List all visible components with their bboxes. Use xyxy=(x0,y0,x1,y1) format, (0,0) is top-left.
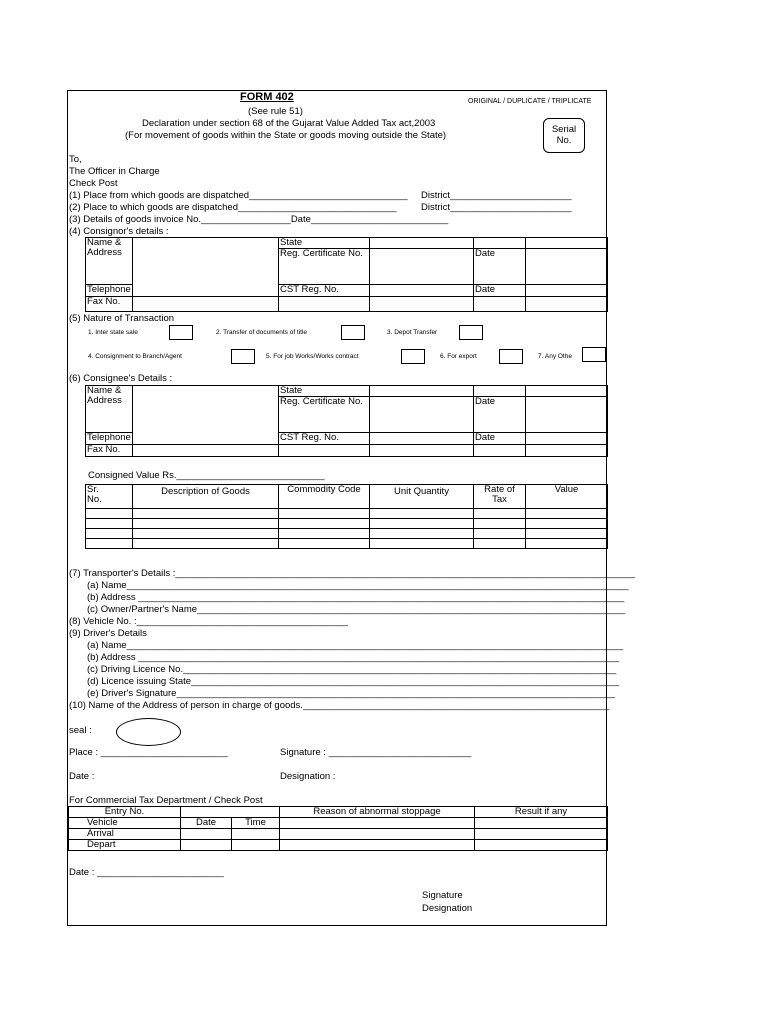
consignor-fax-label: Fax No. xyxy=(86,297,133,312)
footer-signature-label: Signature xyxy=(422,890,463,901)
transaction-other-label: 7. Any Othe xyxy=(538,353,572,360)
consignor-telephone-label: Telephone xyxy=(87,284,131,295)
consignor-reg-cert-label: Reg. Certificate No. xyxy=(279,249,370,285)
goods-commodity-header: Commodity Code xyxy=(279,485,370,509)
form-402 xyxy=(67,90,636,926)
consignor-heading: (4) Consignor's details : xyxy=(69,226,169,237)
consignor-state-field[interactable] xyxy=(370,238,474,249)
serial-no-label: No. xyxy=(556,135,572,146)
vehicle-no-line[interactable]: (8) Vehicle No. :________________________________________ xyxy=(69,616,348,627)
footer-date-line[interactable]: Date : ________________________ xyxy=(69,867,224,878)
consignee-table xyxy=(85,385,608,457)
person-in-charge-line[interactable]: (10) Name of the Address of person in charge of goods.__________________________________________________________ xyxy=(69,700,610,711)
address-to: To, xyxy=(69,154,82,165)
address-officer: The Officer in Charge xyxy=(69,166,160,177)
copy-type: ORIGINAL / DUPLICATE / TRIPLICATE xyxy=(468,98,592,105)
nature-heading: (5) Nature of Transaction xyxy=(69,313,175,324)
consignee-name-address-field[interactable] xyxy=(133,386,279,445)
driver-heading: (9) Driver's Details xyxy=(69,628,147,639)
seal-label: seal : xyxy=(69,725,92,736)
transaction-transfer-docs-checkbox[interactable] xyxy=(341,325,365,340)
goods-row[interactable] xyxy=(86,539,608,549)
transaction-export-label: 6. For export xyxy=(440,353,477,360)
serial-number-box xyxy=(543,118,585,153)
invoice-line[interactable]: (3) Details of goods invoice No._________________Date__________________________ xyxy=(69,214,449,225)
depart-label: Depart xyxy=(69,840,181,851)
consignee-reg-date-field[interactable] xyxy=(526,397,608,433)
consignor-reg-date-field[interactable] xyxy=(526,249,608,285)
signature-line[interactable]: Signature : ___________________________ xyxy=(280,747,472,758)
date-label: Date : xyxy=(69,771,95,782)
consignor-table xyxy=(85,237,608,312)
consignee-reg-date-label: Date xyxy=(474,397,526,433)
consignor-reg-date-label: Date xyxy=(474,249,526,285)
form-title: FORM 402 xyxy=(240,91,294,103)
transaction-branch-checkbox[interactable] xyxy=(231,349,255,364)
licence-state-line[interactable]: (d) Licence issuing State_________________________________________________________________________________ xyxy=(87,676,619,687)
consignor-cst-field[interactable] xyxy=(370,285,474,297)
consignee-name-address-label: Name & Address xyxy=(86,386,133,433)
transporter-address-line[interactable]: (b) Address ____________________________________________________________________________________________ xyxy=(87,592,625,603)
consignee-reg-cert-label: Reg. Certificate No. xyxy=(279,397,370,433)
goods-row[interactable] xyxy=(86,509,608,519)
transaction-inter-state-checkbox[interactable] xyxy=(169,325,193,340)
transaction-other-checkbox[interactable] xyxy=(582,347,606,362)
driver-address-line[interactable]: (b) Address ___________________________________________________________________________________________ xyxy=(87,652,620,663)
transaction-job-works-checkbox[interactable] xyxy=(401,349,425,364)
consignor-name-address-field[interactable] xyxy=(133,238,279,297)
vehicle-label: Vehicle xyxy=(69,818,181,829)
consignee-fax-label: Fax No. xyxy=(86,445,133,457)
checkpost-table xyxy=(68,806,608,851)
driving-licence-line[interactable]: (c) Driving Licence No.__________________________________________________________________________________ xyxy=(87,664,617,675)
place-line[interactable]: Place : ________________________ xyxy=(69,747,228,758)
address-check-post: Check Post xyxy=(69,178,118,189)
consignee-cst-field[interactable] xyxy=(370,433,474,445)
consignor-fax-field[interactable] xyxy=(133,297,279,312)
designation-label: Designation : xyxy=(280,771,336,782)
goods-value-header: Value xyxy=(526,485,608,509)
consignee-telephone-label: Telephone xyxy=(87,432,131,443)
consignee-cst-date-label: Date xyxy=(474,433,526,445)
footer-designation-label: Designation xyxy=(422,903,473,914)
consignor-name-address-label: Name & Address xyxy=(86,238,133,285)
consignor-cst-date-label: Date xyxy=(474,285,526,297)
consignee-reg-cert-field[interactable] xyxy=(370,397,474,433)
seal-oval xyxy=(116,718,181,746)
date-header: Date xyxy=(181,818,232,829)
transaction-branch-label: 4. Consignment to Branch/Agent xyxy=(88,353,182,360)
district-from-line[interactable]: District_______________________ xyxy=(421,190,572,201)
place-from-line[interactable]: (1) Place from which goods are dispatched______________________________ xyxy=(69,190,408,201)
consignee-state-label: State xyxy=(279,386,370,397)
entry-no-label: Entry No. xyxy=(69,807,181,818)
result-header: Result if any xyxy=(475,807,608,818)
goods-row[interactable] xyxy=(86,519,608,529)
consignor-state-label: State xyxy=(279,238,370,249)
goods-sr-header: Sr. No. xyxy=(86,485,133,509)
goods-table xyxy=(85,484,608,549)
transaction-export-checkbox[interactable] xyxy=(499,349,523,364)
transporter-heading[interactable]: (7) Transporter's Details :_______________________________________________________________________________________ xyxy=(69,568,636,579)
consignee-cst-label: CST Reg. No. xyxy=(279,433,370,445)
driver-signature-line[interactable]: (e) Driver's Signature___________________________________________________________________________________ xyxy=(87,688,615,699)
driver-name-line[interactable]: (a) Name______________________________________________________________________________________________ xyxy=(87,640,624,651)
serial-label: Serial xyxy=(551,124,577,135)
arrival-label: Arrival xyxy=(69,829,181,840)
district-to-line[interactable]: District_______________________ xyxy=(421,202,572,213)
transaction-depot-label: 3. Depot Transfer xyxy=(387,329,438,336)
consignor-cst-label: CST Reg. No. xyxy=(279,285,370,297)
transaction-job-works-label: 5. For job Works/Works contract xyxy=(266,353,359,360)
consignee-state-field[interactable] xyxy=(370,386,474,397)
consignor-cst-date-field[interactable] xyxy=(526,285,608,297)
transaction-depot-checkbox[interactable] xyxy=(459,325,483,340)
transporter-name-line[interactable]: (a) Name_______________________________________________________________________________________________ xyxy=(87,580,629,591)
consignee-cst-date-field[interactable] xyxy=(526,433,608,445)
movement-text: (For movement of goods within the State or goods moving outside the State) xyxy=(125,130,447,141)
goods-row[interactable] xyxy=(86,529,608,539)
department-heading: For Commercial Tax Department / Check Post xyxy=(69,795,263,806)
consigned-value-line[interactable]: Consigned Value Rs.____________________________ xyxy=(88,470,325,481)
goods-unit-quantity-header: Unit Quantity xyxy=(370,485,474,509)
reason-header: Reason of abnormal stoppage xyxy=(280,807,475,818)
declaration-text: Declaration under section 68 of the Gujarat Value Added Tax act,2003 xyxy=(142,118,436,129)
goods-description-header: Description of Goods xyxy=(133,485,279,509)
rule-ref: (See rule 51) xyxy=(248,106,303,117)
place-to-line[interactable]: (2) Place to which goods are dispatched______________________________ xyxy=(69,202,397,213)
consignor-reg-cert-field[interactable] xyxy=(370,249,474,285)
time-header: Time xyxy=(232,818,280,829)
transaction-transfer-docs-label: 2. Transfer of documents of title xyxy=(216,329,308,336)
transporter-owner-line[interactable]: (c) Owner/Partner's Name_________________________________________________________________________________ xyxy=(87,604,625,615)
transaction-inter-state-label: 1. Inter state sale xyxy=(88,329,138,336)
goods-rate-header: Rate of Tax xyxy=(474,485,526,509)
consignee-heading: (6) Consignee's Details : xyxy=(69,373,173,384)
consignee-fax-field[interactable] xyxy=(133,445,279,457)
